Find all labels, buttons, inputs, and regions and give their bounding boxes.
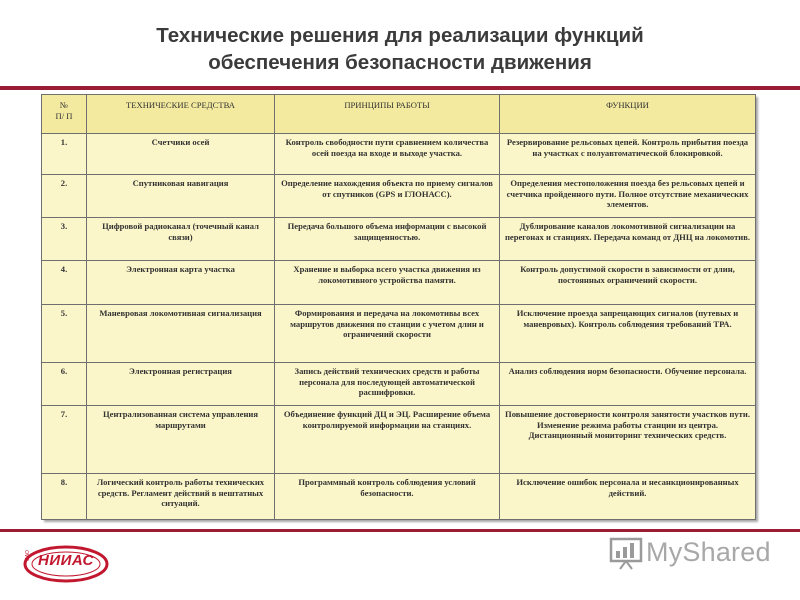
row-principles: Формирования и передача на локомотивы всех маршрутов движения по станции с учетом длин и ограничений скорости bbox=[275, 305, 500, 363]
header-means: ТЕХНИЧЕСКИЕ СРЕДСТВА bbox=[87, 95, 275, 134]
row-num: 1. bbox=[42, 134, 87, 175]
row-functions: Исключение проезда запрещающих сигналов (путевых и маневровых). Контроль соблюдения требований ТРА. bbox=[500, 305, 756, 363]
title-line-2: обеспечения безопасности движения bbox=[208, 51, 592, 74]
row-principles: Определение нахождения объекта по приему сигналов от спутников (GPS и ГЛОНАСС). bbox=[275, 175, 500, 218]
row-functions: Контроль допустимой скорости в зависимости от длин, постоянных ограничений скорости. bbox=[500, 261, 756, 305]
row-num: 5. bbox=[42, 305, 87, 363]
row-functions: Дублирование каналов локомотивной сигнализации на перегонах и станциях. Передача команд от ДНЦ на локомотив. bbox=[500, 218, 756, 261]
table-header-row bbox=[42, 95, 756, 134]
table-row bbox=[42, 305, 756, 363]
header-num bbox=[42, 95, 87, 134]
row-functions: Определения местоположения поезда без рельсовых цепей и счетчика пройденного пути. Полное отсутствие механических элементов. bbox=[500, 175, 756, 218]
page-title bbox=[0, 22, 800, 76]
footer-divider bbox=[0, 529, 800, 532]
table-row bbox=[42, 261, 756, 305]
table-row bbox=[42, 406, 756, 474]
table-row bbox=[42, 363, 756, 406]
row-principles: Программный контроль соблюдения условий безопасности. bbox=[275, 474, 500, 520]
row-num: 3. bbox=[42, 218, 87, 261]
row-principles: Объединение функций ДЦ и ЭЦ. Расширение объема контролируемой информации на станциях. bbox=[275, 406, 500, 474]
row-num: 7. bbox=[42, 406, 87, 474]
row-num: 2. bbox=[42, 175, 87, 218]
row-means: Электронная регистрация bbox=[87, 363, 275, 406]
header-principles: ПРИНЦИПЫ РАБОТЫ bbox=[275, 95, 500, 134]
logo-small-text: ОАО bbox=[25, 550, 31, 561]
row-functions: Исключение ошибок персонала и несанкционированных действий. bbox=[500, 474, 756, 520]
row-num: 8. bbox=[42, 474, 87, 520]
row-principles: Запись действий технических средств и работы персонала для последующей автоматической расшифровки. bbox=[275, 363, 500, 406]
table-row bbox=[42, 134, 756, 175]
row-principles: Передача большого объема информации с высокой защищенностью. bbox=[275, 218, 500, 261]
row-means: Спутниковая навигация bbox=[87, 175, 275, 218]
row-functions: Повышение достоверности контроля занятости участков пути. Изменение режима работы станции из центра. Дистанционный мониторинг технических средств. bbox=[500, 406, 756, 474]
solutions-table bbox=[41, 94, 756, 520]
row-means: Цифровой радиоканал (точечный канал связи) bbox=[87, 218, 275, 261]
table-row bbox=[42, 218, 756, 261]
row-means: Логический контроль работы технических средств. Регламент действий в нештатных ситуаций. bbox=[87, 474, 275, 520]
title-divider bbox=[0, 86, 800, 90]
table-row bbox=[42, 474, 756, 520]
logo-text: НИИАС bbox=[38, 552, 94, 569]
row-means: Маневровая локомотивная сигнализация bbox=[87, 305, 275, 363]
presentation-icon bbox=[609, 536, 643, 570]
row-means: Счетчики осей bbox=[87, 134, 275, 175]
row-principles: Контроль свободности пути сравнением количества осей поезда на входе и выходе участка. bbox=[275, 134, 500, 175]
row-num: 4. bbox=[42, 261, 87, 305]
row-num: 6. bbox=[42, 363, 87, 406]
row-means: Централизованная система управления маршрутами bbox=[87, 406, 275, 474]
header-num-line2: П/ П bbox=[55, 110, 73, 121]
row-functions: Анализ соблюдения норм безопасности. Обучение персонала. bbox=[500, 363, 756, 406]
header-num-line1: № bbox=[59, 100, 69, 110]
table-row bbox=[42, 175, 756, 218]
header-functions: ФУНКЦИИ bbox=[500, 95, 756, 134]
row-principles: Хранение и выборка всего участка движения из локомотивного устройства памяти. bbox=[275, 261, 500, 305]
solutions-table-container bbox=[41, 94, 755, 519]
row-functions: Резервирование рельсовых цепей. Контроль прибытия поезда на участках с полуавтоматической блокировкой. bbox=[500, 134, 756, 175]
row-means: Электронная карта участка bbox=[87, 261, 275, 305]
title-line-1: Технические решения для реализации функций bbox=[156, 24, 644, 47]
watermark-text: MyShared bbox=[646, 537, 771, 567]
